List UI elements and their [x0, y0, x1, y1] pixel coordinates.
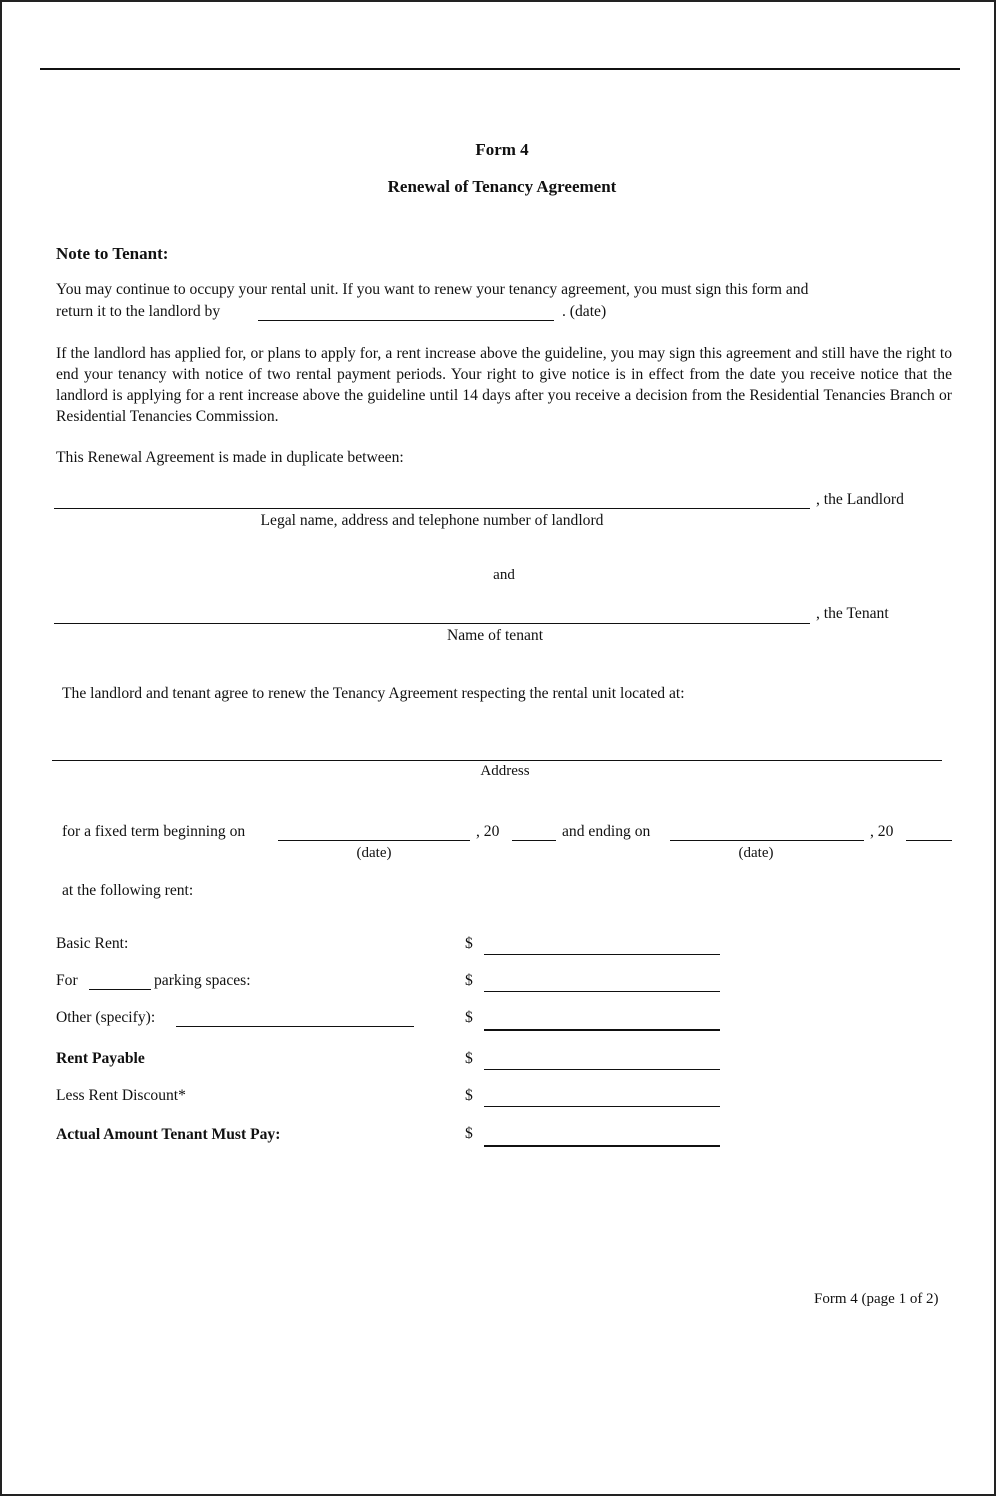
term-begin-date-caption: (date) — [356, 845, 392, 861]
parking-label-prefix: For — [56, 972, 78, 989]
term-end-date-field[interactable] — [670, 820, 864, 841]
note-para2: If the landlord has applied for, or plans to apply for, a rent increase above the guideline, you may sign this agreement and still have the right to end your tenancy with notice of two rental payment periods. Your right to give notice is in effect from the date you receive notice that the landlord is applying for a rent increase above the guideline until 14 days after you receive a decision from the Residential Tenancies Branch or Residential Tenancies Commission. — [56, 345, 952, 425]
term-begin-year-prefix: , 20 — [476, 823, 500, 840]
currency-symbol: $ — [465, 972, 473, 989]
note-para1-line2-prefix: return it to the landlord by — [56, 303, 221, 320]
basic-rent-label: Basic Rent: — [56, 935, 129, 952]
parking-spaces-count-field[interactable] — [89, 969, 151, 990]
form-number: Form 4 — [475, 140, 529, 159]
basic-rent-amount-field[interactable] — [484, 934, 720, 955]
landlord-suffix: , the Landlord — [816, 491, 904, 508]
landlord-caption: Legal name, address and telephone number of landlord — [260, 512, 604, 529]
note-para1-line1: You may continue to occupy your rental unit. If you want to renew your tenancy agreement, you must sign this form and — [56, 281, 809, 298]
page-footer: Form 4 (page 1 of 2) — [814, 1291, 939, 1307]
note-para1-line2-suffix: . (date) — [562, 303, 607, 320]
property-statement: The landlord and tenant agree to renew the Tenancy Agreement respecting the rental unit located at: — [62, 685, 685, 702]
tenant-caption: Name of tenant — [446, 627, 544, 644]
address-caption: Address — [480, 763, 530, 779]
rent-payable-label: Rent Payable — [56, 1050, 145, 1067]
currency-symbol: $ — [465, 1087, 473, 1104]
parties-intro: This Renewal Agreement is made in duplicate between: — [56, 449, 404, 466]
form-title: Renewal of Tenancy Agreement — [387, 177, 617, 196]
actual-amount-label: Actual Amount Tenant Must Pay: — [56, 1126, 281, 1143]
term-begin-year-field[interactable] — [512, 820, 556, 841]
term-end-date-caption: (date) — [738, 845, 774, 861]
and-text: and — [493, 567, 515, 583]
tenant-name-field[interactable] — [54, 603, 810, 624]
other-specify-label: Other (specify): — [56, 1009, 156, 1026]
term-begin-date-field[interactable] — [278, 820, 470, 841]
parking-label-suffix: parking spaces: — [154, 972, 251, 989]
rent-intro: at the following rent: — [62, 882, 194, 899]
currency-symbol: $ — [465, 1050, 473, 1067]
term-end-year-prefix: , 20 — [870, 823, 894, 840]
currency-symbol: $ — [465, 1125, 473, 1142]
address-field[interactable] — [52, 740, 942, 761]
tenant-suffix: , the Tenant — [816, 605, 889, 622]
return-by-date-field[interactable] — [258, 300, 554, 321]
note-heading: Note to Tenant: — [56, 244, 169, 263]
other-amount-field[interactable] — [484, 1009, 720, 1031]
currency-symbol: $ — [465, 935, 473, 952]
rent-discount-amount-field[interactable] — [484, 1086, 720, 1107]
other-specify-field[interactable] — [176, 1006, 414, 1027]
rent-payable-amount-field[interactable] — [484, 1049, 720, 1070]
landlord-info-field[interactable] — [54, 488, 810, 509]
term-begin-label: for a fixed term beginning on — [62, 823, 246, 840]
top-rule — [40, 68, 960, 70]
term-end-year-field[interactable] — [906, 820, 952, 841]
actual-amount-field[interactable] — [484, 1125, 720, 1147]
rent-discount-label: Less Rent Discount* — [56, 1087, 186, 1104]
parking-amount-field[interactable] — [484, 971, 720, 992]
currency-symbol: $ — [465, 1009, 473, 1026]
term-ending-label: and ending on — [562, 823, 651, 840]
